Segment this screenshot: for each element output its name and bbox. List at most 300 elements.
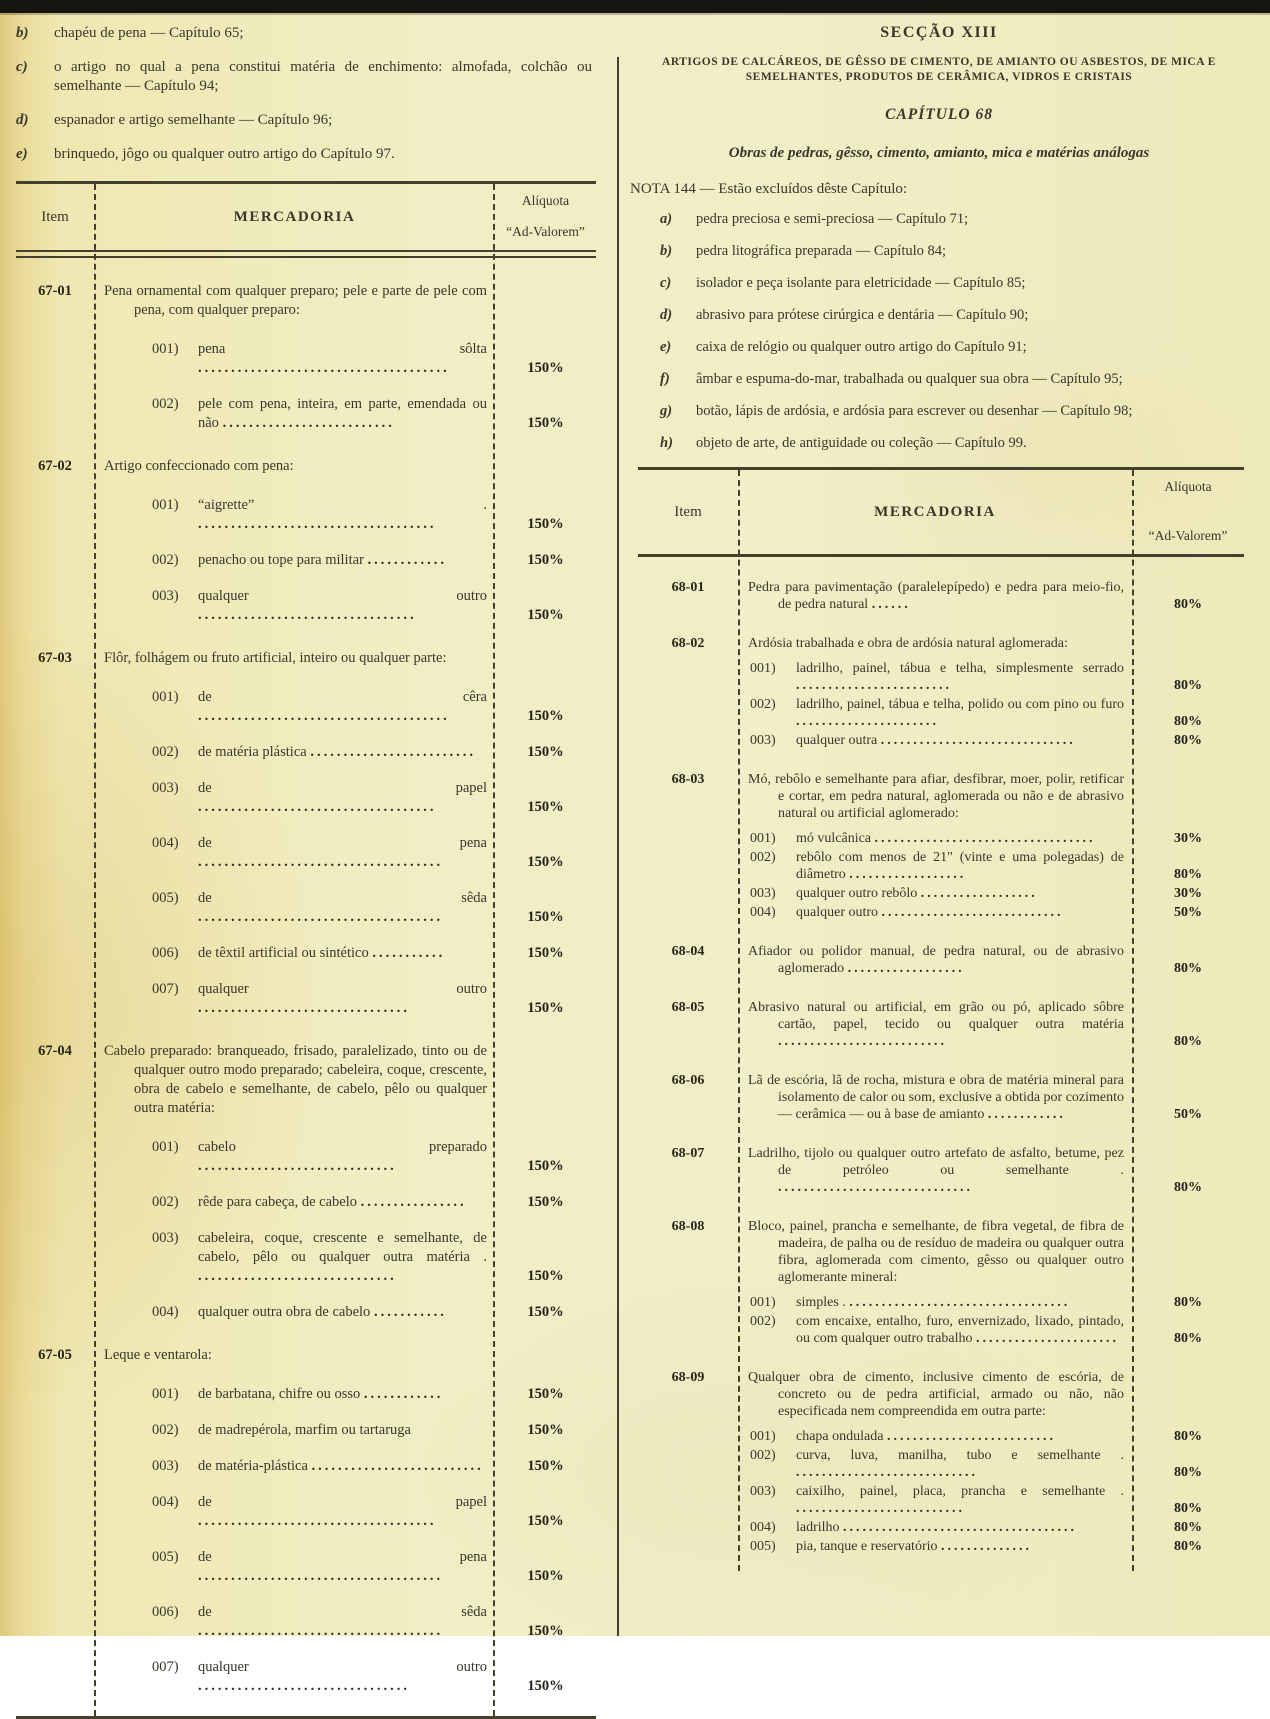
section-subtitle: ARTIGOS DE CALCÁREOS, DE GÊSSO DE CIMENTO, DE AMIANTO OU ASBESTOS, DE MICA E SEMELHANTES, PRODUTOS DE CERÂMICA, VIDROS E CRISTAIS: [662, 56, 1216, 83]
subitem-text: [94, 1548, 495, 1586]
dotted-leader: ....................................: [198, 516, 437, 532]
subitem-label: curva, luva, manilha, tubo e semelhante . ............................: [796, 1448, 1124, 1480]
subitem-code: 002): [750, 697, 776, 712]
item-text: âmbar e espuma-do-mar, trabalhada ou qualquer sua obra — Capítulo 95;: [696, 371, 1123, 387]
entry-row: [16, 1042, 596, 1118]
right-column: [630, 16, 1248, 1571]
subitem: [638, 660, 1244, 694]
subitem: [16, 1658, 596, 1696]
col-header-aliquota: [1132, 470, 1244, 554]
entry: [638, 1218, 1244, 1347]
subitem-text: [738, 849, 1132, 883]
subitem-rate: 80%: [1174, 678, 1202, 693]
subitem-rate: 150%: [527, 360, 564, 376]
dotted-leader: ............: [363, 1386, 444, 1402]
exclusion-item: [660, 402, 1248, 421]
dotted-leader: .....................................: [198, 854, 444, 870]
subitem-rate: 150%: [527, 1000, 564, 1016]
subitem: [638, 1483, 1244, 1517]
col-header-item: Item: [674, 503, 702, 520]
entry-item-code: 68-04: [671, 944, 705, 959]
subitem-text: [738, 1428, 1132, 1445]
subitem-rate: 150%: [527, 1623, 564, 1639]
dotted-leader: ............................: [796, 1465, 978, 1480]
dotted-leader: ..........................: [311, 1458, 484, 1474]
item-letter: b): [660, 243, 673, 259]
dotted-leader: ..................................: [874, 831, 1096, 846]
subitem-code: 004): [152, 1304, 179, 1320]
subitem-label: cabelo preparado ..............................: [198, 1139, 487, 1174]
subitem-code: 004): [750, 905, 776, 920]
dotted-leader: ..............................: [778, 1180, 973, 1195]
subitem-label: penacho ou tope para militar ............: [198, 552, 448, 568]
subitem-label: rebôlo com menos de 21" (vinte e uma polegadas) de diâmetro ..................: [796, 850, 1124, 882]
subitem-rate: 150%: [527, 1568, 564, 1584]
subitem-text: [738, 660, 1132, 694]
intro-item: [16, 24, 596, 43]
subitem: [638, 696, 1244, 730]
subitem-label: qualquer outro ............................: [796, 905, 1064, 920]
entry-description: Lã de escória, lã de rocha, mistura e obra de matéria mineral para isolamento de calor ou som, exclusive a obtida por cozimento — cerâmica — ou à base de amianto ............: [748, 1073, 1125, 1122]
entry: [16, 1346, 596, 1696]
subitem-label: rêde para cabeça, de cabelo ................: [198, 1194, 467, 1210]
entry-row: [638, 579, 1244, 613]
subitem-code: 002): [152, 1194, 179, 1210]
col-header-aliquota: [495, 184, 596, 250]
subitem-code: 005): [152, 890, 179, 906]
table-body: [638, 579, 1244, 1571]
subitem-rate: 150%: [527, 708, 564, 724]
subitem-label: de matéria-plástica ..........................: [198, 1458, 484, 1474]
entry-row: [638, 999, 1244, 1050]
entry: [16, 457, 596, 625]
note-144: NOTA 144 — Estão excluídos dêste Capítulo:: [630, 181, 908, 197]
subitem-rate: 150%: [527, 1513, 564, 1529]
dotted-leader: ..........................: [796, 1501, 965, 1516]
subitem-rate: 150%: [527, 945, 564, 961]
subitem-text: [738, 1538, 1132, 1555]
subitem-rate: 150%: [527, 1386, 564, 1402]
subitem-code: 006): [152, 945, 179, 961]
subitem-code: 001): [750, 831, 776, 846]
subitem-label: cabeleira, coque, crescente e semelhante, de cabelo, pêlo ou qualquer outra matéria . ..............................: [198, 1230, 487, 1284]
subitem-rate: 150%: [527, 909, 564, 925]
subitem-text: [94, 743, 495, 762]
entry-item-code: 67-05: [38, 1347, 72, 1363]
subitem-rate: 80%: [1174, 1429, 1202, 1444]
entry: [638, 771, 1244, 921]
entry-description: Bloco, painel, prancha e semelhante, de fibra vegetal, de fibra de madeira, de palha ou de resíduo de madeira ou qualquer outra fibra, aglomerada com cimento, gêsso ou qualquer outro aglomerante mineral:: [748, 1219, 1124, 1285]
subitem-code: 002): [152, 396, 179, 412]
subitem-text: [94, 1421, 495, 1440]
subitem-text: [94, 1658, 495, 1696]
subitem-code: 003): [750, 1484, 776, 1499]
subitem-code: 002): [152, 1422, 179, 1438]
dotted-leader: ..........................: [886, 1429, 1056, 1444]
subitem-text: [738, 830, 1132, 847]
subitem-label: ladrilho, painel, tábua e telha, polido ou com pino ou furo ......................: [796, 697, 1124, 729]
subitem-rate: 150%: [527, 744, 564, 760]
entry-row: [16, 649, 596, 668]
item-text: o artigo no qual a pena constitui matéria de enchimento: almofada, colchão ou semelhante — Capítulo 94;: [54, 59, 592, 94]
section-title: SECÇÃO XIII: [880, 24, 998, 41]
entry-description: Artigo confeccionado com pena:: [104, 458, 294, 474]
intro-item: [16, 111, 596, 130]
subitem: [16, 1421, 596, 1440]
entry-description: Pena ornamental com qualquer preparo; pele e parte de pele com pena, com qualquer preparo:: [104, 283, 487, 318]
dotted-leader: ..................: [920, 886, 1038, 901]
subitem-rate: 150%: [527, 516, 564, 532]
subitem-rate: 150%: [527, 1194, 564, 1210]
entry-item-code: 68-03: [671, 772, 705, 787]
subitem: [638, 732, 1244, 749]
subitem-rate: 80%: [1174, 867, 1202, 882]
entry-item-code: 68-06: [671, 1073, 705, 1088]
subitem: [16, 980, 596, 1018]
intro-item: [16, 145, 596, 164]
subitem-rate: 150%: [527, 415, 564, 431]
subitem-text: [94, 1229, 495, 1286]
subitem: [16, 1138, 596, 1176]
subitem-text: [94, 1385, 495, 1404]
subitem-label: de papel ....................................: [198, 1494, 487, 1529]
subitem-code: 007): [152, 1659, 179, 1675]
header-separator: [16, 250, 596, 258]
subitem-code: 003): [152, 588, 179, 604]
dotted-leader: ......................................: [198, 360, 450, 376]
dotted-leader: ....................................: [198, 799, 437, 815]
entry-row: [16, 1346, 596, 1365]
subitem-label: de têxtil artificial ou sintético ...........: [198, 945, 446, 961]
subitem: [16, 340, 596, 378]
subitem: [638, 1313, 1244, 1347]
subitem-label: de cêra ......................................: [198, 689, 487, 724]
tariff-table-right: [638, 467, 1244, 1571]
subitem-code: 005): [750, 1539, 776, 1554]
subitem-label: pena sôlta ......................................: [198, 341, 487, 376]
subitem: [16, 1193, 596, 1212]
subitem-text: [738, 1483, 1132, 1517]
subitem: [16, 1229, 596, 1286]
subitem-code: 001): [152, 689, 179, 705]
dotted-leader: ......................: [796, 714, 939, 729]
item-letter: b): [16, 25, 29, 41]
subitem: [638, 1447, 1244, 1481]
item-text: caixa de relógio ou qualquer outro artigo do Capítulo 91;: [696, 339, 1027, 355]
subitem-rate: 150%: [527, 1158, 564, 1174]
entry-description: Leque e ventarola:: [104, 1347, 212, 1363]
subitem: [638, 1538, 1244, 1555]
entry-row: [638, 943, 1244, 977]
entry: [638, 1072, 1244, 1123]
item-text: objeto de arte, de antiguidade ou coleção — Capítulo 99.: [696, 435, 1027, 451]
subitem: [16, 496, 596, 534]
entry-description: Ladrilho, tijolo ou qualquer outro artefato de asfalto, betume, pez de petróleo ou semelhante . ..............................: [748, 1146, 1124, 1195]
subitem-label: simples . ..................................: [796, 1295, 1071, 1310]
subitem-rate: 150%: [527, 799, 564, 815]
exclusion-item: [660, 306, 1248, 325]
item-letter: d): [16, 112, 29, 128]
entry-item-code: 68-07: [671, 1146, 705, 1161]
entry-row: [638, 635, 1244, 652]
item-letter: d): [660, 307, 673, 323]
entry-rate: 50%: [1174, 1107, 1202, 1122]
subitem-code: 002): [152, 552, 179, 568]
chapter-title: CAPÍTULO 68: [885, 106, 993, 123]
subitem-code: 003): [152, 1458, 179, 1474]
dotted-leader: .....................................: [198, 1623, 444, 1639]
dotted-leader: ..........................: [778, 1034, 947, 1049]
subitem-label: qualquer outra obra de cabelo ...........: [198, 1304, 447, 1320]
subitem-rate: 80%: [1174, 1501, 1202, 1516]
aliquota-line1: Alíquota: [521, 193, 570, 208]
subitem-label: pia, tanque e reservatório ..............: [796, 1539, 1032, 1554]
subitem-code: 001): [750, 1429, 776, 1444]
exclusion-list: [630, 210, 1248, 453]
item-text: abrasivo para prótese cirúrgica e dentária — Capítulo 90;: [696, 307, 1029, 323]
subitem: [16, 743, 596, 762]
entry: [638, 999, 1244, 1050]
dotted-leader: ..................: [847, 961, 965, 976]
subitem-label: qualquer outro ................................: [198, 1659, 487, 1694]
dotted-leader: ..................: [849, 867, 967, 882]
item-letter: e): [16, 146, 28, 162]
subitem-code: 007): [152, 981, 179, 997]
subitem-rate: 80%: [1174, 1465, 1202, 1480]
table-header: [16, 184, 596, 250]
subitem: [638, 904, 1244, 921]
subitem-text: [94, 395, 495, 433]
dotted-leader: ....................................: [843, 1520, 1078, 1535]
entry-item-code: 68-08: [671, 1219, 705, 1234]
subitem: [638, 849, 1244, 883]
subitem-code: 003): [750, 886, 776, 901]
subitem-label: chapa ondulada ..........................: [796, 1429, 1056, 1444]
subitem-text: [94, 980, 495, 1018]
entry-item-code: 67-04: [38, 1043, 72, 1059]
subitem-rate: 150%: [527, 1268, 564, 1284]
subitem-rate: 80%: [1174, 1331, 1202, 1346]
subitem-code: 004): [750, 1520, 776, 1535]
subitem-code: 002): [750, 1314, 776, 1329]
subitem: [16, 551, 596, 570]
subitem-text: [738, 1519, 1132, 1536]
entry-row: [638, 1218, 1244, 1286]
subitem: [16, 834, 596, 872]
entry-description: Flôr, folhágem ou fruto artificial, inteiro ou qualquer parte:: [104, 650, 447, 666]
subitem-rate: 150%: [527, 1422, 564, 1438]
entry: [638, 943, 1244, 977]
top-rule-bar: [0, 0, 1270, 13]
col-header-mercadoria: MERCADORIA: [233, 208, 356, 225]
subitem: [16, 688, 596, 726]
subitem-text: [94, 551, 495, 570]
entry-row: [638, 771, 1244, 822]
item-text: pedra litográfica preparada — Capítulo 84;: [696, 243, 947, 259]
subitem-label: ladrilho, painel, tábua e telha, simplesmente serrado ........................: [796, 661, 1124, 693]
subitem-code: 003): [152, 780, 179, 796]
subitem-text: [94, 1193, 495, 1212]
subitem: [16, 1603, 596, 1641]
column-divider: [617, 57, 619, 1636]
entry: [16, 1042, 596, 1322]
aliquota-line2: “Ad-Valorem”: [1148, 528, 1228, 543]
entry: [16, 649, 596, 1018]
tariff-table-left: [16, 181, 596, 1719]
subitem-text: [738, 696, 1132, 730]
subitem-code: 001): [152, 1139, 179, 1155]
subitem: [638, 1519, 1244, 1536]
subitem-rate: 50%: [1174, 905, 1202, 920]
dotted-leader: .........................: [310, 744, 476, 760]
subitem-code: 002): [750, 850, 776, 865]
subitem-label: de madrepérola, marfim ou tartaruga: [198, 1422, 411, 1438]
entry-row: [638, 1145, 1244, 1196]
subitem-rate: 80%: [1174, 733, 1202, 748]
entry-description: Pedra para pavimentação (paralelepípedo) e pedra para meio-fio, de pedra natural ......: [748, 580, 1124, 612]
subitem: [16, 1385, 596, 1404]
dotted-leader: ...........: [372, 945, 446, 961]
entry: [638, 579, 1244, 613]
subitem: [638, 885, 1244, 902]
exclusion-item: [660, 370, 1248, 389]
item-text: brinquedo, jôgo ou qualquer outro artigo do Capítulo 97.: [54, 146, 395, 162]
dotted-leader: ................................: [198, 1678, 410, 1694]
subitem-text: [94, 889, 495, 927]
intro-item: [16, 58, 596, 96]
dotted-leader: ..............................: [198, 1268, 397, 1284]
entry-description: Abrasivo natural ou artificial, em grão ou pó, aplicado sôbre cartão, papel, tecido ou qualquer outra matéria ..........................: [748, 1000, 1124, 1049]
entry-description: Mó, rebôlo e semelhante para afiar, desfibrar, moer, polir, retificar e cortar, em pedra natural, aglomerada ou não e de abrasivo natural ou artificial aglomerado:: [748, 772, 1124, 821]
subitem-text: [94, 944, 495, 963]
entry: [638, 635, 1244, 749]
entry-description: Afiador ou polidor manual, de pedra natural, ou de abrasivo aglomerado ..................: [748, 944, 1124, 976]
dotted-leader: .................................: [198, 607, 417, 623]
aliquota-line1: Alíquota: [1164, 479, 1212, 494]
subitem-code: 001): [152, 1386, 179, 1402]
dotted-leader: ................: [360, 1194, 467, 1210]
dotted-leader: ............: [987, 1107, 1066, 1122]
entry-rate: 80%: [1174, 597, 1202, 612]
dotted-leader: ......................................: [198, 708, 450, 724]
subitem-label: de sêda .....................................: [198, 890, 487, 925]
dotted-leader: ................................: [198, 1000, 410, 1016]
subitem-label: de sêda .....................................: [198, 1604, 487, 1639]
entry-rate: 80%: [1174, 1180, 1202, 1195]
dotted-leader: ...........: [373, 1304, 447, 1320]
subitem-label: de barbatana, chifre ou osso ............: [198, 1386, 444, 1402]
subitem-rate: 150%: [527, 1678, 564, 1694]
subitem-text: [738, 904, 1132, 921]
entry-item-code: 68-01: [671, 580, 705, 595]
subitem-rate: 150%: [527, 607, 564, 623]
dotted-leader: ..................................: [849, 1295, 1071, 1310]
subitem: [16, 944, 596, 963]
subitem-label: qualquer outro .................................: [198, 588, 487, 623]
subitem: [16, 779, 596, 817]
subitem: [16, 1493, 596, 1531]
subitem-code: 002): [152, 744, 179, 760]
exclusion-item: [660, 210, 1248, 229]
subitem-text: [94, 779, 495, 817]
subitem-rate: 80%: [1174, 1539, 1202, 1554]
subitem-code: 004): [152, 835, 179, 851]
item-letter: c): [660, 275, 672, 291]
subitem-rate: 80%: [1174, 1295, 1202, 1310]
entry-row: [16, 282, 596, 320]
exclusion-item: [660, 338, 1248, 357]
entry-item-code: 68-05: [671, 1000, 705, 1015]
exclusion-item: [660, 242, 1248, 261]
subitem-label: de pena .....................................: [198, 1549, 487, 1584]
subitem-label: qualquer outro ................................: [198, 981, 487, 1016]
entry-row: [16, 457, 596, 476]
subitem-text: [738, 732, 1132, 749]
dotted-leader: ............................: [881, 905, 1064, 920]
subitem: [16, 1457, 596, 1476]
item-text: espanador e artigo semelhante — Capítulo 96;: [54, 112, 333, 128]
subitem-label: de matéria plástica .........................: [198, 744, 476, 760]
item-letter: g): [660, 403, 673, 419]
dotted-leader: .....................................: [198, 1568, 444, 1584]
entry-item-code: 67-01: [38, 283, 72, 299]
entry-row: [638, 1072, 1244, 1123]
subitem-text: [94, 496, 495, 534]
dotted-leader: ............: [367, 552, 448, 568]
item-letter: c): [16, 59, 28, 75]
dotted-leader: ..............................: [880, 733, 1076, 748]
entry-item-code: 67-03: [38, 650, 72, 666]
dotted-leader: ......: [871, 597, 911, 612]
subitem: [16, 395, 596, 433]
table-header: [638, 470, 1244, 554]
subitem-label: de papel ....................................: [198, 780, 487, 815]
subitem-code: 004): [152, 1494, 179, 1510]
intro-list: [16, 24, 596, 164]
aliquota-line2: “Ad-Valorem”: [506, 224, 585, 239]
item-text: chapéu de pena — Capítulo 65;: [54, 25, 244, 41]
left-column: [16, 24, 596, 1719]
col-header-mercadoria: MERCADORIA: [874, 503, 996, 520]
subitem-code: 003): [750, 733, 776, 748]
subitem-label: de pena .....................................: [198, 835, 487, 870]
subitem-text: [738, 1313, 1132, 1347]
item-text: isolador e peça isolante para eletricidade — Capítulo 85;: [696, 275, 1026, 291]
subitem: [16, 1548, 596, 1586]
entry-rate: 80%: [1174, 961, 1202, 976]
subitem-text: [94, 1493, 495, 1531]
subitem-label: “aigrette” . ....................................: [198, 497, 487, 532]
table-body: [16, 282, 596, 1716]
subitem: [16, 587, 596, 625]
subitem-text: [738, 1294, 1132, 1311]
subitem-text: [94, 834, 495, 872]
subitem-label: qualquer outra ..............................: [796, 733, 1076, 748]
subitem-label: qualquer outro rebôlo ..................: [796, 886, 1038, 901]
subitem-code: 001): [152, 497, 179, 513]
entry: [16, 282, 596, 433]
subitem-rate: 30%: [1174, 831, 1202, 846]
dotted-leader: ....................................: [198, 1513, 437, 1529]
subitem-text: [94, 1303, 495, 1322]
entry-rate: 80%: [1174, 1034, 1202, 1049]
subitem-rate: 150%: [527, 1458, 564, 1474]
dotted-leader: ......................: [976, 1331, 1120, 1346]
subitem-code: 003): [152, 1230, 179, 1246]
entry-description: Cabelo preparado: branqueado, frisado, paralelizado, tinto ou de qualquer outro modo preparado; cabeleira, coque, crescente, obra de cabelo e semelhante, de cabelo, pêlo ou qualquer outra matéria:: [104, 1043, 487, 1116]
entry: [638, 1145, 1244, 1196]
subitem-text: [94, 1603, 495, 1641]
